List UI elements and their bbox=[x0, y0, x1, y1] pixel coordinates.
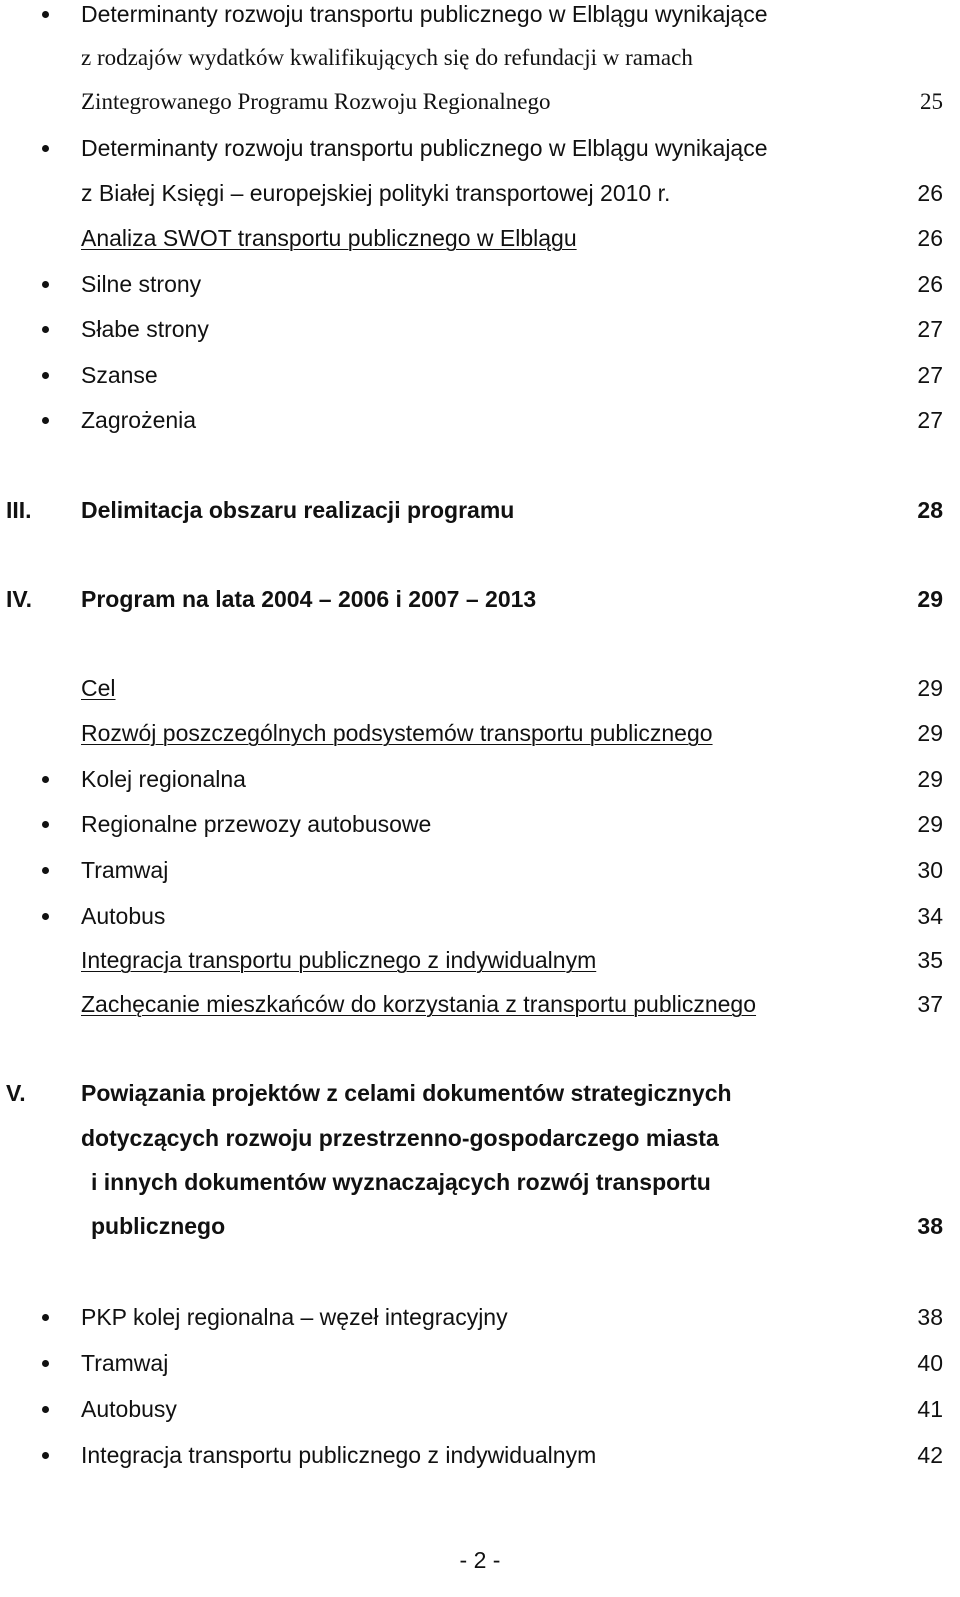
toc-entry-label: PKP kolej regionalna – węzeł integracyjny bbox=[81, 1304, 508, 1330]
bullet-icon bbox=[42, 326, 49, 333]
toc-page-number: 27 bbox=[917, 362, 943, 388]
toc-page-number: 26 bbox=[917, 271, 943, 297]
toc-link-cel[interactable]: Cel bbox=[81, 675, 116, 701]
bullet-icon bbox=[42, 372, 49, 379]
toc-entry-label: Regionalne przewozy autobusowe bbox=[81, 811, 432, 837]
toc-page-number: 34 bbox=[917, 903, 943, 929]
section-number: III. bbox=[6, 497, 32, 523]
toc-page-number: 29 bbox=[917, 811, 943, 837]
toc-link-rozwoj[interactable]: Rozwój poszczególnych podsystemów transportu publicznego bbox=[81, 720, 713, 746]
toc-entry-subsystem bbox=[0, 765, 960, 805]
toc-page-number: 38 bbox=[917, 1304, 943, 1330]
bullet-icon bbox=[42, 1452, 49, 1459]
bullet-icon bbox=[42, 821, 49, 828]
toc-entry-label: Zagrożenia bbox=[81, 407, 197, 433]
toc-section-v-line4 bbox=[0, 1212, 960, 1252]
toc-entry-swot-item bbox=[0, 361, 960, 401]
page-number-footer: - 2 - bbox=[459, 1547, 501, 1573]
section-number: IV. bbox=[6, 586, 33, 612]
toc-entry-label: Szanse bbox=[81, 362, 158, 388]
toc-entry-subsystem bbox=[0, 902, 960, 942]
toc-entry-label: Tramwaj bbox=[81, 857, 169, 883]
toc-entry-label: Determinanty rozwoju transportu publicznego w Elblągu wynikające bbox=[81, 1, 768, 27]
toc-page-number: 27 bbox=[917, 316, 943, 342]
toc-page-number: 30 bbox=[917, 857, 943, 883]
section-title: Program na lata 2004 – 2006 i 2007 – 2013 bbox=[81, 586, 537, 612]
toc-entry-swot-item bbox=[0, 315, 960, 355]
toc-link-swot[interactable]: Analiza SWOT transportu publicznego w Elblągu bbox=[81, 225, 577, 251]
toc-entry-label: z Białej Księgi – europejskiej polityki transportowej 2010 r. bbox=[81, 180, 671, 206]
toc-entry-rozwoj[interactable] bbox=[0, 719, 960, 759]
toc-section-iii bbox=[0, 496, 960, 536]
toc-entry-swot[interactable] bbox=[0, 224, 960, 264]
toc-entry-swot-item bbox=[0, 270, 960, 310]
toc-page-number: 26 bbox=[917, 180, 943, 206]
toc-page-number: 29 bbox=[917, 766, 943, 792]
toc-entry-v-item bbox=[0, 1441, 960, 1481]
toc-entry-cel[interactable] bbox=[0, 674, 960, 714]
toc-page-number: 42 bbox=[917, 1442, 943, 1468]
toc-entry-label: Autobusy bbox=[81, 1396, 177, 1422]
bullet-icon bbox=[42, 11, 49, 18]
toc-section-iv bbox=[0, 585, 960, 625]
toc-page-number: 35 bbox=[917, 947, 943, 973]
toc-entry-label: z rodzajów wydatków kwalifikujących się do refundacji w ramach bbox=[81, 45, 693, 70]
toc-entry-zprr bbox=[0, 0, 960, 40]
toc-page-number: 25 bbox=[920, 89, 943, 114]
toc-entry-v-item bbox=[0, 1303, 960, 1343]
bullet-icon bbox=[42, 417, 49, 424]
toc-page-number: 41 bbox=[917, 1396, 943, 1422]
toc-entry-zachecanie[interactable] bbox=[0, 990, 960, 1030]
toc-entry-zprr-line2 bbox=[0, 44, 960, 84]
bullet-icon bbox=[42, 1314, 49, 1321]
toc-section-v-line3 bbox=[0, 1168, 960, 1208]
toc-entry-v-item bbox=[0, 1349, 960, 1389]
toc-section-v-line2 bbox=[0, 1124, 960, 1164]
toc-link-zachecanie[interactable]: Zachęcanie mieszkańców do korzystania z transportu publicznego bbox=[81, 991, 757, 1017]
bullet-icon bbox=[42, 913, 49, 920]
toc-entry-subsystem bbox=[0, 856, 960, 896]
section-title: Powiązania projektów z celami dokumentów strategicznych bbox=[81, 1080, 732, 1106]
toc-entry-biala-ksiega-line2 bbox=[0, 179, 960, 219]
bullet-icon bbox=[42, 776, 49, 783]
toc-page-number: 29 bbox=[917, 586, 943, 612]
bullet-icon bbox=[42, 281, 49, 288]
toc-page-number: 37 bbox=[917, 991, 943, 1017]
section-number: V. bbox=[6, 1080, 26, 1106]
toc-section-v bbox=[0, 1079, 960, 1119]
toc-entry-label: Kolej regionalna bbox=[81, 766, 246, 792]
toc-entry-label: Zintegrowanego Programu Rozwoju Regionalnego bbox=[81, 89, 551, 114]
section-title: i innych dokumentów wyznaczających rozwój transportu bbox=[91, 1169, 711, 1195]
toc-entry-label: Determinanty rozwoju transportu publicznego w Elblągu wynikające bbox=[81, 135, 768, 161]
bullet-icon bbox=[42, 867, 49, 874]
toc-entry-subsystem bbox=[0, 810, 960, 850]
toc-entry-zprr-line3 bbox=[0, 88, 960, 128]
toc-entry-biala-ksiega bbox=[0, 134, 960, 174]
toc-link-integracja[interactable]: Integracja transportu publicznego z indywidualnym bbox=[81, 947, 597, 973]
bullet-icon bbox=[42, 145, 49, 152]
toc-page-number: 29 bbox=[917, 720, 943, 746]
section-title: dotyczących rozwoju przestrzenno-gospodarczego miasta bbox=[81, 1125, 719, 1151]
toc-page-number: 40 bbox=[917, 1350, 943, 1376]
toc-entry-swot-item bbox=[0, 406, 960, 446]
toc-page-number: 29 bbox=[917, 675, 943, 701]
toc-page-number: 26 bbox=[917, 225, 943, 251]
toc-page-number: 27 bbox=[917, 407, 943, 433]
toc-entry-integracja[interactable] bbox=[0, 946, 960, 986]
bullet-icon bbox=[42, 1360, 49, 1367]
section-title: publicznego bbox=[91, 1213, 226, 1239]
toc-page-number: 38 bbox=[917, 1213, 943, 1239]
section-title: Delimitacja obszaru realizacji programu bbox=[81, 497, 515, 523]
toc-entry-label: Autobus bbox=[81, 903, 166, 929]
toc-entry-v-item bbox=[0, 1395, 960, 1435]
toc-entry-label: Słabe strony bbox=[81, 316, 209, 342]
bullet-icon bbox=[42, 1406, 49, 1413]
toc-entry-label: Silne strony bbox=[81, 271, 202, 297]
toc-page-number: 28 bbox=[917, 497, 943, 523]
toc-entry-label: Integracja transportu publicznego z indywidualnym bbox=[81, 1442, 597, 1468]
toc-entry-label: Tramwaj bbox=[81, 1350, 169, 1376]
